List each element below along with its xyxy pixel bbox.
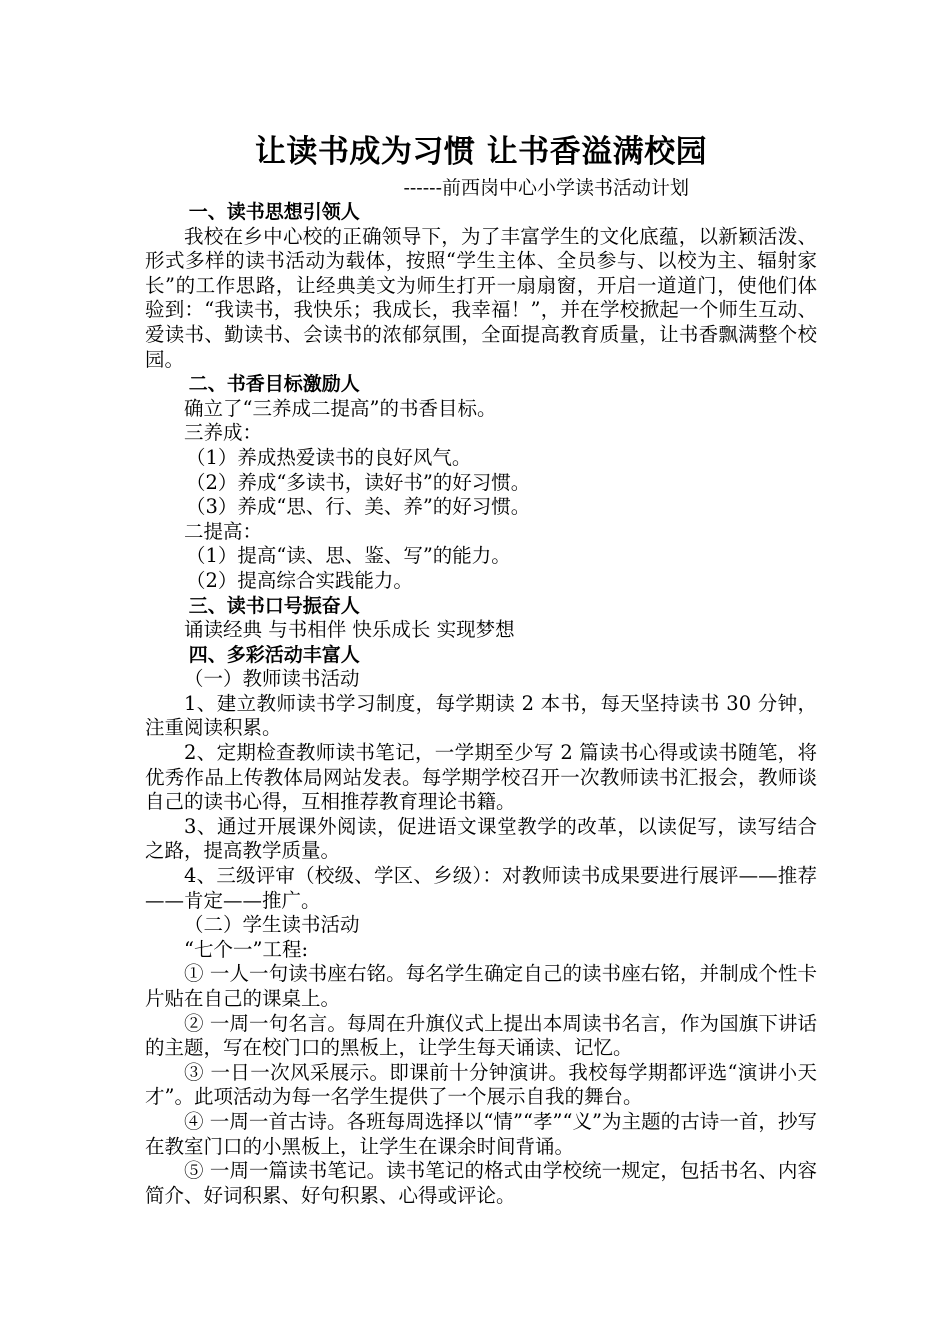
sanyang-item: （3）养成“思、行、美、养”的好习惯。 — [185, 495, 531, 519]
erti-item: （2）提高综合实践能力。 — [185, 568, 413, 592]
section-heading-4: 四、多彩活动丰富人 — [188, 643, 360, 666]
student-activity-item: ② 一周一句名言。每周在升旗仪式上提出本周读书名言，作为国旗下讲话的主题，写在校门口的黑板上，让学生每天诵读、记忆。 — [145, 1011, 817, 1060]
document-title: 让读书成为习惯 让书香溢满校园 — [254, 134, 708, 170]
student-activity-label: （二）学生读书活动 — [184, 913, 360, 937]
section-heading-3: 三、读书口号振奋人 — [188, 594, 360, 617]
teacher-activity-item: 1、建立教师读书学习制度，每学期读 2 本书，每天坚持读书 30 分钟，注重阅读积累。 — [145, 691, 817, 740]
reading-slogan: 诵读经典 与书相伴 快乐成长 实现梦想 — [184, 618, 515, 642]
seven-ones-project-label: “七个一”工程: — [184, 937, 309, 961]
sanyang-item: （1）养成热爱读书的良好风气。 — [185, 445, 472, 469]
teacher-activity-item: 3、通过开展课外阅读，促进语文课堂教学的改革，以读促写，读写结合之路，提高教学质量。 — [145, 814, 817, 863]
section-heading-2: 二、书香目标激励人 — [188, 373, 360, 396]
student-activity-item: ⑤ 一周一篇读书笔记。读书笔记的格式由学校统一规定，包括书名、内容简介、好词积累、好句积累、心得或评论。 — [145, 1159, 817, 1207]
erti-label: 二提高： — [184, 519, 263, 543]
teacher-activity-item: 4、三级评审（校级、学区、乡级）：对教师读书成果要进行展评——推荐——肯定——推广。 — [145, 864, 817, 912]
sanyang-label: 三养成： — [184, 421, 263, 445]
section-1-paragraph: 我校在乡中心校的正确领导下，为了丰富学生的文化底蕴，以新颖活泼、形式多样的读书活动为载体，按照“学生主体、全员参与、以校为主、辐射家长”的工作思路，让经典美文为师生打开一扇扇窗，开启一道道门，使他们体验到：“我读书，我快乐；我成长，我幸福！”，并在学校掀起一个师生互动、爱读书、勤读书、会读书的浓郁氛围，全面提高教育质量，让书香飘满整个校园。 — [145, 224, 817, 371]
student-activity-item: ① 一人一句读书座右铭。每名学生确定自己的读书座右铭，并制成个性卡片贴在自己的课桌上。 — [145, 962, 817, 1010]
sanyang-item: （2）养成“多读书，读好书”的好习惯。 — [185, 470, 531, 494]
teacher-activity-label: （一）教师读书活动 — [184, 667, 360, 691]
goal-intro: 确立了“三养成二提高”的书香目标。 — [184, 396, 497, 420]
document-body — [145, 128, 817, 1208]
section-heading-1: 一、读书思想引领人 — [188, 201, 360, 223]
student-activity-item: ③ 一日一次风采展示。即课前十分钟演讲。我校每学期都评选“演讲小天才”。此项活动为每一名学生提供了一个展示自我的舞台。 — [145, 1060, 817, 1109]
erti-item: （1）提高“读、思、鉴、写”的能力。 — [185, 544, 511, 568]
student-activity-item: ④ 一周一首古诗。各班每周选择以“情”“孝”“义”为主题的古诗一首，抄写在教室门口的小黑板上，让学生在课余时间背诵。 — [145, 1109, 817, 1158]
teacher-activity-item: 2、定期检查教师读书笔记，一学期至少写 2 篇读书心得或读书随笔，将优秀作品上传教体局网站发表。每学期学校召开一次教师读书汇报会，教师谈自己的读书心得，互相推荐教育理论书籍。 — [145, 741, 817, 814]
document-subtitle: ------前西岗中心小学读书活动计划 — [403, 177, 689, 199]
